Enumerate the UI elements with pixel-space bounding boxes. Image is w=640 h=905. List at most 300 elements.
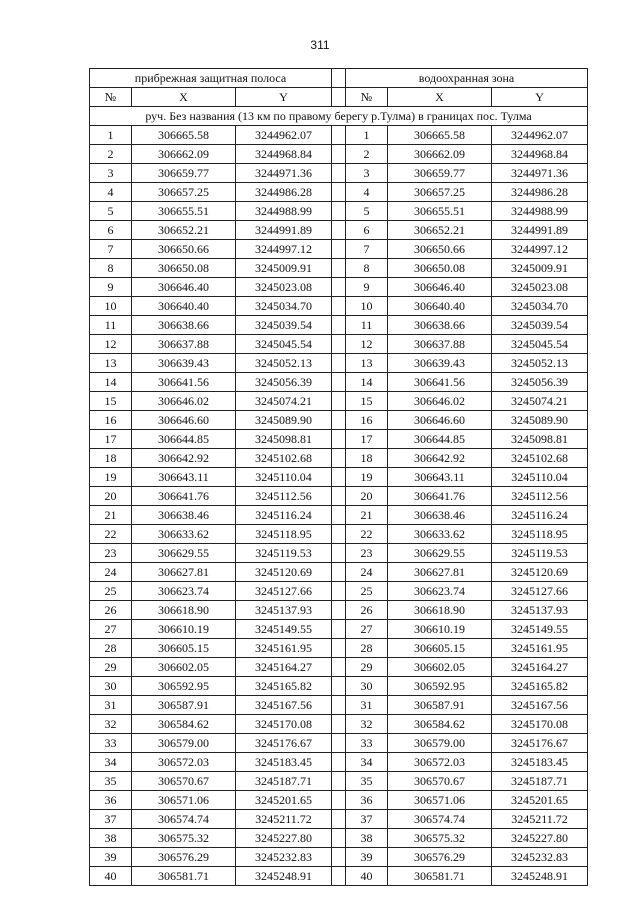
table-row [90,354,588,373]
left-point-number: 35 [90,772,132,791]
column-gap [332,563,346,582]
right-point-number: 4 [346,183,388,202]
left-y-value: 3245009.91 [236,259,332,278]
column-gap [332,183,346,202]
left-point-number: 6 [90,221,132,240]
right-x-value: 306655.51 [388,202,492,221]
right-point-number: 1 [346,126,388,145]
right-y-value: 3245052.13 [492,354,588,373]
table-row [90,639,588,658]
left-point-number: 13 [90,354,132,373]
left-x-value: 306657.25 [132,183,236,202]
column-gap [332,753,346,772]
column-gap [332,525,346,544]
left-point-number: 30 [90,677,132,696]
table-row [90,620,588,639]
right-y-value: 3245201.65 [492,791,588,810]
left-x-value: 306643.11 [132,468,236,487]
column-gap [332,259,346,278]
right-point-number: 29 [346,658,388,677]
right-x-value: 306584.62 [388,715,492,734]
left-x-value: 306659.77 [132,164,236,183]
right-y-value: 3245248.91 [492,867,588,886]
column-gap [332,126,346,145]
right-point-number: 15 [346,392,388,411]
column-gap [332,145,346,164]
table-row [90,867,588,886]
right-x-value: 306602.05 [388,658,492,677]
left-point-number: 16 [90,411,132,430]
right-point-number: 2 [346,145,388,164]
right-y-value: 3245116.24 [492,506,588,525]
right-y-value: 3245187.71 [492,772,588,791]
left-x-value: 306641.76 [132,487,236,506]
left-point-number: 9 [90,278,132,297]
right-point-number: 26 [346,601,388,620]
right-point-number: 13 [346,354,388,373]
left-x-value: 306650.66 [132,240,236,259]
right-y-value: 3244971.36 [492,164,588,183]
right-x-value: 306646.02 [388,392,492,411]
right-x-value: 306643.11 [388,468,492,487]
left-x-value: 306575.32 [132,829,236,848]
right-x-value: 306581.71 [388,867,492,886]
table-row [90,734,588,753]
left-x-value: 306571.06 [132,791,236,810]
left-x-value: 306638.66 [132,316,236,335]
table-row [90,544,588,563]
left-y-value: 3245110.04 [236,468,332,487]
right-y-value: 3245009.91 [492,259,588,278]
left-point-number: 8 [90,259,132,278]
left-x-value: 306629.55 [132,544,236,563]
right-x-value: 306623.74 [388,582,492,601]
left-y-value: 3245127.66 [236,582,332,601]
left-point-number: 34 [90,753,132,772]
right-point-number: 11 [346,316,388,335]
column-gap [332,202,346,221]
right-point-number: 12 [346,335,388,354]
left-point-number: 10 [90,297,132,316]
left-x-value: 306605.15 [132,639,236,658]
left-x-value: 306633.62 [132,525,236,544]
table-row [90,164,588,183]
left-y-header: Y [236,88,332,107]
right-point-number: 39 [346,848,388,867]
column-gap [332,715,346,734]
column-gap [332,658,346,677]
column-gap [332,468,346,487]
left-x-value: 306646.40 [132,278,236,297]
right-y-value: 3245149.55 [492,620,588,639]
right-x-value: 306605.15 [388,639,492,658]
right-point-number: 14 [346,373,388,392]
left-point-number: 39 [90,848,132,867]
column-gap [332,620,346,639]
left-x-value: 306574.74 [132,810,236,829]
right-x-value: 306638.46 [388,506,492,525]
right-x-value: 306572.03 [388,753,492,772]
left-x-value: 306662.09 [132,145,236,164]
column-gap [332,544,346,563]
column-gap [332,601,346,620]
left-y-value: 3245176.67 [236,734,332,753]
right-x-value: 306641.56 [388,373,492,392]
column-gap [332,734,346,753]
left-x-value: 306638.46 [132,506,236,525]
left-x-value: 306641.56 [132,373,236,392]
table-row [90,696,588,715]
table-row [90,525,588,544]
table-row [90,810,588,829]
right-point-number: 37 [346,810,388,829]
table-row [90,278,588,297]
right-point-number: 24 [346,563,388,582]
right-y-value: 3245127.66 [492,582,588,601]
right-x-value: 306640.40 [388,297,492,316]
right-y-value: 3245118.95 [492,525,588,544]
left-point-number: 12 [90,335,132,354]
table-row [90,468,588,487]
right-x-value: 306642.92 [388,449,492,468]
right-x-value: 306618.90 [388,601,492,620]
left-x-value: 306581.71 [132,867,236,886]
left-x-value: 306602.05 [132,658,236,677]
table-row [90,316,588,335]
right-y-value: 3245227.80 [492,829,588,848]
left-point-number: 11 [90,316,132,335]
right-x-value: 306659.77 [388,164,492,183]
column-gap [332,639,346,658]
right-point-number: 18 [346,449,388,468]
right-y-value: 3244991.89 [492,221,588,240]
right-x-value: 306638.66 [388,316,492,335]
left-y-value: 3245137.93 [236,601,332,620]
left-point-number: 20 [90,487,132,506]
left-point-number: 25 [90,582,132,601]
left-x-value: 306652.21 [132,221,236,240]
right-point-number: 9 [346,278,388,297]
left-x-value: 306640.40 [132,297,236,316]
table-row [90,677,588,696]
left-y-value: 3245039.54 [236,316,332,335]
right-x-header: X [388,88,492,107]
table-row [90,240,588,259]
right-point-number: 10 [346,297,388,316]
column-gap [332,506,346,525]
right-y-header: Y [492,88,588,107]
column-gap [332,240,346,259]
right-y-value: 3245110.04 [492,468,588,487]
left-y-value: 3245170.08 [236,715,332,734]
right-point-number: 7 [346,240,388,259]
column-gap [332,772,346,791]
column-gap [332,430,346,449]
right-point-number: 8 [346,259,388,278]
column-gap [332,829,346,848]
left-point-number: 18 [90,449,132,468]
left-x-value: 306637.88 [132,335,236,354]
left-x-value: 306618.90 [132,601,236,620]
right-x-value: 306592.95 [388,677,492,696]
right-x-value: 306579.00 [388,734,492,753]
left-y-value: 3245227.80 [236,829,332,848]
column-gap [332,810,346,829]
right-point-number: 21 [346,506,388,525]
left-x-header: X [132,88,236,107]
left-point-number: 40 [90,867,132,886]
left-point-number: 4 [90,183,132,202]
left-y-value: 3245023.08 [236,278,332,297]
table-row [90,582,588,601]
right-point-number: 33 [346,734,388,753]
left-y-value: 3244988.99 [236,202,332,221]
left-point-number: 27 [90,620,132,639]
left-x-value: 306644.85 [132,430,236,449]
right-x-value: 306627.81 [388,563,492,582]
left-x-value: 306639.43 [132,354,236,373]
right-point-number: 38 [346,829,388,848]
table-row [90,335,588,354]
table-row [90,506,588,525]
right-y-value: 3244968.84 [492,145,588,164]
table-row [90,183,588,202]
right-y-value: 3245056.39 [492,373,588,392]
left-point-number: 26 [90,601,132,620]
right-x-value: 306665.58 [388,126,492,145]
right-point-number: 17 [346,430,388,449]
right-x-value: 306637.88 [388,335,492,354]
table-row [90,829,588,848]
right-x-value: 306629.55 [388,544,492,563]
left-y-value: 3245165.82 [236,677,332,696]
left-point-number: 17 [90,430,132,449]
left-point-number: 24 [90,563,132,582]
left-y-value: 3244968.84 [236,145,332,164]
right-y-value: 3245161.95 [492,639,588,658]
column-gap [332,297,346,316]
left-point-number: 19 [90,468,132,487]
left-point-number: 33 [90,734,132,753]
left-point-number: 22 [90,525,132,544]
right-y-value: 3245074.21 [492,392,588,411]
table-row [90,753,588,772]
column-gap [332,867,346,886]
coordinates-table-body [90,69,588,886]
column-gap [332,392,346,411]
right-point-number: 23 [346,544,388,563]
left-point-number: 29 [90,658,132,677]
left-y-value: 3245052.13 [236,354,332,373]
right-y-value: 3245232.83 [492,848,588,867]
right-point-number: 19 [346,468,388,487]
right-y-value: 3244962.07 [492,126,588,145]
left-point-number: 23 [90,544,132,563]
left-x-value: 306642.92 [132,449,236,468]
table-row [90,601,588,620]
table-row [90,658,588,677]
left-x-value: 306646.60 [132,411,236,430]
left-point-number: 37 [90,810,132,829]
column-gap [332,411,346,430]
right-x-value: 306641.76 [388,487,492,506]
right-x-value: 306575.32 [388,829,492,848]
table-row [90,449,588,468]
right-x-value: 306570.67 [388,772,492,791]
column-header-row [90,88,588,107]
right-y-value: 3245023.08 [492,278,588,297]
right-y-value: 3245164.27 [492,658,588,677]
left-y-value: 3245232.83 [236,848,332,867]
right-x-value: 306639.43 [388,354,492,373]
right-point-number: 6 [346,221,388,240]
right-point-number: 30 [346,677,388,696]
left-x-value: 306570.67 [132,772,236,791]
right-y-value: 3245034.70 [492,297,588,316]
right-y-value: 3245089.90 [492,411,588,430]
table-row [90,373,588,392]
right-point-number: 20 [346,487,388,506]
right-x-value: 306657.25 [388,183,492,202]
left-x-value: 306572.03 [132,753,236,772]
left-section-title: прибрежная защитная полоса [90,69,332,88]
table-row [90,411,588,430]
right-point-number: 40 [346,867,388,886]
object-title-row [90,107,588,126]
left-x-value: 306650.08 [132,259,236,278]
left-point-number: 38 [90,829,132,848]
right-y-value: 3244988.99 [492,202,588,221]
right-y-value: 3245102.68 [492,449,588,468]
table-row [90,848,588,867]
right-y-value: 3244997.12 [492,240,588,259]
right-num-header: № [346,88,388,107]
column-gap [332,316,346,335]
left-y-value: 3245120.69 [236,563,332,582]
left-y-value: 3245056.39 [236,373,332,392]
left-x-value: 306655.51 [132,202,236,221]
left-x-value: 306646.02 [132,392,236,411]
column-gap [332,582,346,601]
right-y-value: 3245120.69 [492,563,588,582]
right-x-value: 306650.08 [388,259,492,278]
coordinates-table [89,68,588,886]
left-point-number: 2 [90,145,132,164]
table-row [90,202,588,221]
left-y-value: 3245112.56 [236,487,332,506]
left-num-header: № [90,88,132,107]
column-gap [332,696,346,715]
right-y-value: 3245137.93 [492,601,588,620]
table-row [90,126,588,145]
left-y-value: 3245149.55 [236,620,332,639]
left-point-number: 3 [90,164,132,183]
right-point-number: 35 [346,772,388,791]
right-y-value: 3245039.54 [492,316,588,335]
right-section-title: водоохранная зона [346,69,588,88]
left-x-value: 306627.81 [132,563,236,582]
right-x-value: 306571.06 [388,791,492,810]
left-y-value: 3245248.91 [236,867,332,886]
left-point-number: 5 [90,202,132,221]
left-point-number: 21 [90,506,132,525]
right-y-value: 3245119.53 [492,544,588,563]
left-y-value: 3245161.95 [236,639,332,658]
table-row [90,430,588,449]
right-y-value: 3245112.56 [492,487,588,506]
right-y-value: 3245165.82 [492,677,588,696]
column-gap [332,69,346,88]
left-y-value: 3245116.24 [236,506,332,525]
column-gap [332,449,346,468]
left-x-value: 306584.62 [132,715,236,734]
right-point-number: 36 [346,791,388,810]
right-y-value: 3244986.28 [492,183,588,202]
right-x-value: 306576.29 [388,848,492,867]
table-row [90,772,588,791]
right-x-value: 306574.74 [388,810,492,829]
left-y-value: 3245089.90 [236,411,332,430]
right-point-number: 28 [346,639,388,658]
left-point-number: 1 [90,126,132,145]
left-y-value: 3245045.54 [236,335,332,354]
left-x-value: 306592.95 [132,677,236,696]
right-x-value: 306650.66 [388,240,492,259]
table-row [90,392,588,411]
right-point-number: 3 [346,164,388,183]
right-y-value: 3245183.45 [492,753,588,772]
column-gap [332,335,346,354]
left-point-number: 15 [90,392,132,411]
left-point-number: 28 [90,639,132,658]
column-gap [332,373,346,392]
column-gap [332,164,346,183]
left-y-value: 3245034.70 [236,297,332,316]
left-y-value: 3245187.71 [236,772,332,791]
left-y-value: 3245102.68 [236,449,332,468]
right-point-number: 27 [346,620,388,639]
right-x-value: 306633.62 [388,525,492,544]
left-y-value: 3245211.72 [236,810,332,829]
right-point-number: 5 [346,202,388,221]
table-row [90,145,588,164]
page-number: 311 [310,38,330,52]
left-y-value: 3244971.36 [236,164,332,183]
left-x-value: 306665.58 [132,126,236,145]
column-gap [332,848,346,867]
column-gap [332,221,346,240]
left-y-value: 3244986.28 [236,183,332,202]
left-y-value: 3245119.53 [236,544,332,563]
column-gap [332,677,346,696]
right-y-value: 3245211.72 [492,810,588,829]
left-x-value: 306579.00 [132,734,236,753]
right-point-number: 31 [346,696,388,715]
right-y-value: 3245167.56 [492,696,588,715]
table-row [90,791,588,810]
left-x-value: 306587.91 [132,696,236,715]
left-y-value: 3245118.95 [236,525,332,544]
left-x-value: 306576.29 [132,848,236,867]
left-y-value: 3245074.21 [236,392,332,411]
table-row [90,487,588,506]
table-row [90,715,588,734]
left-y-value: 3245183.45 [236,753,332,772]
left-point-number: 32 [90,715,132,734]
column-gap [332,88,346,107]
column-gap [332,278,346,297]
right-x-value: 306646.40 [388,278,492,297]
